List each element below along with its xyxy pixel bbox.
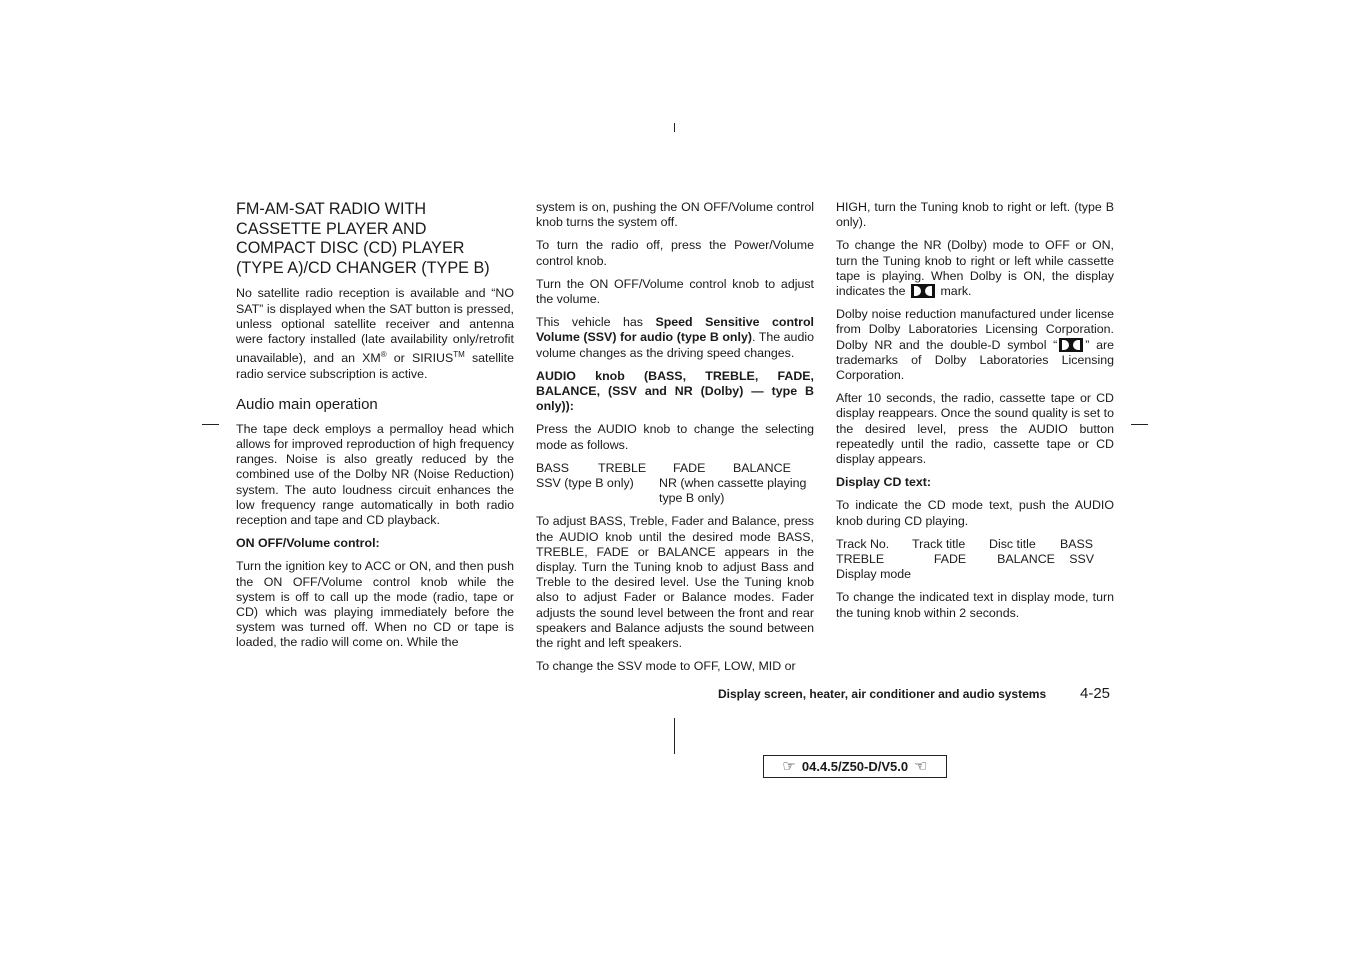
continued-paragraph: system is on, pushing the ON OFF/Volume control knob turns the system off. [536, 200, 814, 230]
cd-mode-item: BALANCE [997, 552, 1055, 567]
mode-item: TREBLE [598, 460, 647, 475]
on-off-volume-heading: ON OFF/Volume control: [236, 536, 380, 551]
cd-mode-item: Display mode [836, 567, 912, 582]
cd-mode-item: SSV [1069, 552, 1094, 567]
display-cd-text-heading: Display CD text: [836, 475, 932, 490]
dolby-trademark-paragraph: Dolby noise reduction manufactured under license from Dolby Laboratories Licensing Corporation. Dolby NR and the double-D symbol “ ” are trademarks of Dolby Laboratories Licensing Corporation. [836, 307, 1114, 383]
crop-mark-bottom [674, 718, 675, 754]
change-display-mode-paragraph: To change the indicated text in display mode, turn the tuning knob within 2 seconds. [836, 590, 1114, 620]
mode-item: BASS [536, 460, 570, 475]
cd-mode-row [836, 552, 1114, 567]
audio-knob-heading: AUDIO knob (BASS, TREBLE, FADE, BALANCE, (SSV and NR (Dolby) — type B only)): [536, 368, 814, 414]
cd-mode-item: Disc title [989, 536, 1036, 551]
column-2 [536, 200, 814, 674]
version-code: 04.4.5/Z50-D/V5.0 [801, 759, 909, 774]
tape-deck-paragraph: The tape deck employs a permalloy head which allows for improved reproduction of high frequency ranges. Noise is also greatly reduced by the combined use of the Dolby NR (Noise Reduction) system. The auto loudness circuit enhances the low frequency range automatically in both radio reception and tape and CD playback. [236, 421, 514, 527]
heading-line: (TYPE A)/CD CHANGER (TYPE B) [236, 258, 490, 277]
audio-main-operation-heading: Audio main operation [236, 395, 378, 413]
on-off-volume-paragraph: Turn the ignition key to ACC or ON, and then push the ON OFF/Volume control knob while the system is off to call up the mode (radio, tape or CD) which was playing immediately before the system was turned off. When no CD or tape is loaded, the radio will come on. While the [236, 559, 514, 650]
indicate-cd-text-paragraph: To indicate the CD mode text, push the AUDIO knob during CD playing. [836, 498, 1114, 528]
crop-mark-right [1131, 424, 1148, 425]
page-number: 4-25 [1080, 685, 1111, 702]
mode-row [536, 461, 814, 476]
cd-text-sequence [836, 537, 1114, 583]
adjust-bass-treble-paragraph: To adjust BASS, Treble, Fader and Balance, press the AUDIO knob until the desired mode BASS, TREBLE, FADE or BALANCE appears in the display. Turn the Tuning knob to adjust Bass and Treble to the desired level. Use the Tuning knob also to adjust Fader or Balance modes. Fader adjusts the sound level between the front and rear speakers and Balance adjusts the sound between the right and left speakers. [536, 514, 814, 651]
page-heading [236, 200, 514, 278]
ssv-mode-paragraph: To change the SSV mode to OFF, LOW, MID or [536, 659, 796, 674]
cd-mode-item: FADE [933, 552, 967, 567]
column-3 [836, 200, 1114, 621]
crop-mark-top [674, 123, 675, 132]
column-1 [236, 200, 514, 651]
mode-item: NR (when cassette playing type B only) [659, 476, 807, 506]
nr-dolby-paragraph: To change the NR (Dolby) mode to OFF or ON, turn the Tuning knob to right or left while cassette tape is playing. When Dolby is ON, the display indicates the mark. [836, 238, 1114, 299]
mode-sequence [536, 461, 814, 507]
crop-mark-left [202, 424, 219, 425]
adjust-volume-paragraph: Turn the ON OFF/Volume control knob to adjust the volume. [536, 276, 814, 307]
dolby-double-d-icon [1059, 338, 1083, 352]
pointing-hand-right-icon: ☞ [782, 758, 796, 775]
section-title: Display screen, heater, air conditioner and audio systems [718, 687, 1047, 701]
cd-mode-item: TREBLE [836, 552, 885, 567]
mode-item: BALANCE [733, 460, 791, 475]
mode-item: FADE [673, 460, 706, 475]
cd-mode-item: Track No. [836, 536, 890, 551]
continued-paragraph: HIGH, turn the Tuning knob to right or left. (type B only). [836, 200, 1114, 230]
version-code-box [763, 755, 947, 778]
after-10-seconds-paragraph: After 10 seconds, the radio, cassette tape or CD display reappears. Once the sound quality is set to the desired level, press the AUDIO button repeatedly until the radio, cassette tape or CD display appears. [836, 391, 1114, 467]
radio-off-paragraph: To turn the radio off, press the Power/Volume control knob. [536, 238, 814, 268]
registered-mark: ® [380, 350, 387, 360]
dolby-double-d-icon [911, 284, 935, 298]
cd-mode-row [836, 537, 1114, 552]
trademark-mark: TM [453, 350, 465, 360]
ssv-paragraph: This vehicle has Speed Sensitive control Volume (SSV) for audio (type B only). The audio volume changes as the driving speed changes. [536, 315, 814, 360]
mode-item: SSV (type B only) [536, 476, 634, 491]
heading-line: FM-AM-SAT RADIO WITH [236, 200, 427, 218]
pointing-hand-left-icon: ☜ [914, 758, 928, 775]
heading-line: COMPACT DISC (CD) PLAYER [236, 239, 465, 258]
satellite-intro-paragraph: No satellite radio reception is available and “NO SAT” is displayed when the SAT button is pressed, unless optional satellite receiver and antenna were factory installed (late availability only/retrofit unavailable), and an XM® or SIRIUS™ satellite radio service subscription is active. [236, 286, 514, 381]
press-audio-paragraph: Press the AUDIO knob to change the selecting mode as follows. [536, 422, 814, 452]
heading-line: CASSETTE PLAYER AND [236, 219, 427, 238]
mode-row [536, 476, 814, 506]
cd-mode-item: Track title [912, 536, 966, 551]
cd-mode-item: BASS [1060, 536, 1094, 551]
ssv-bold-text: Speed Sensitive control Volume (SSV) for audio (type B only) [536, 315, 814, 345]
